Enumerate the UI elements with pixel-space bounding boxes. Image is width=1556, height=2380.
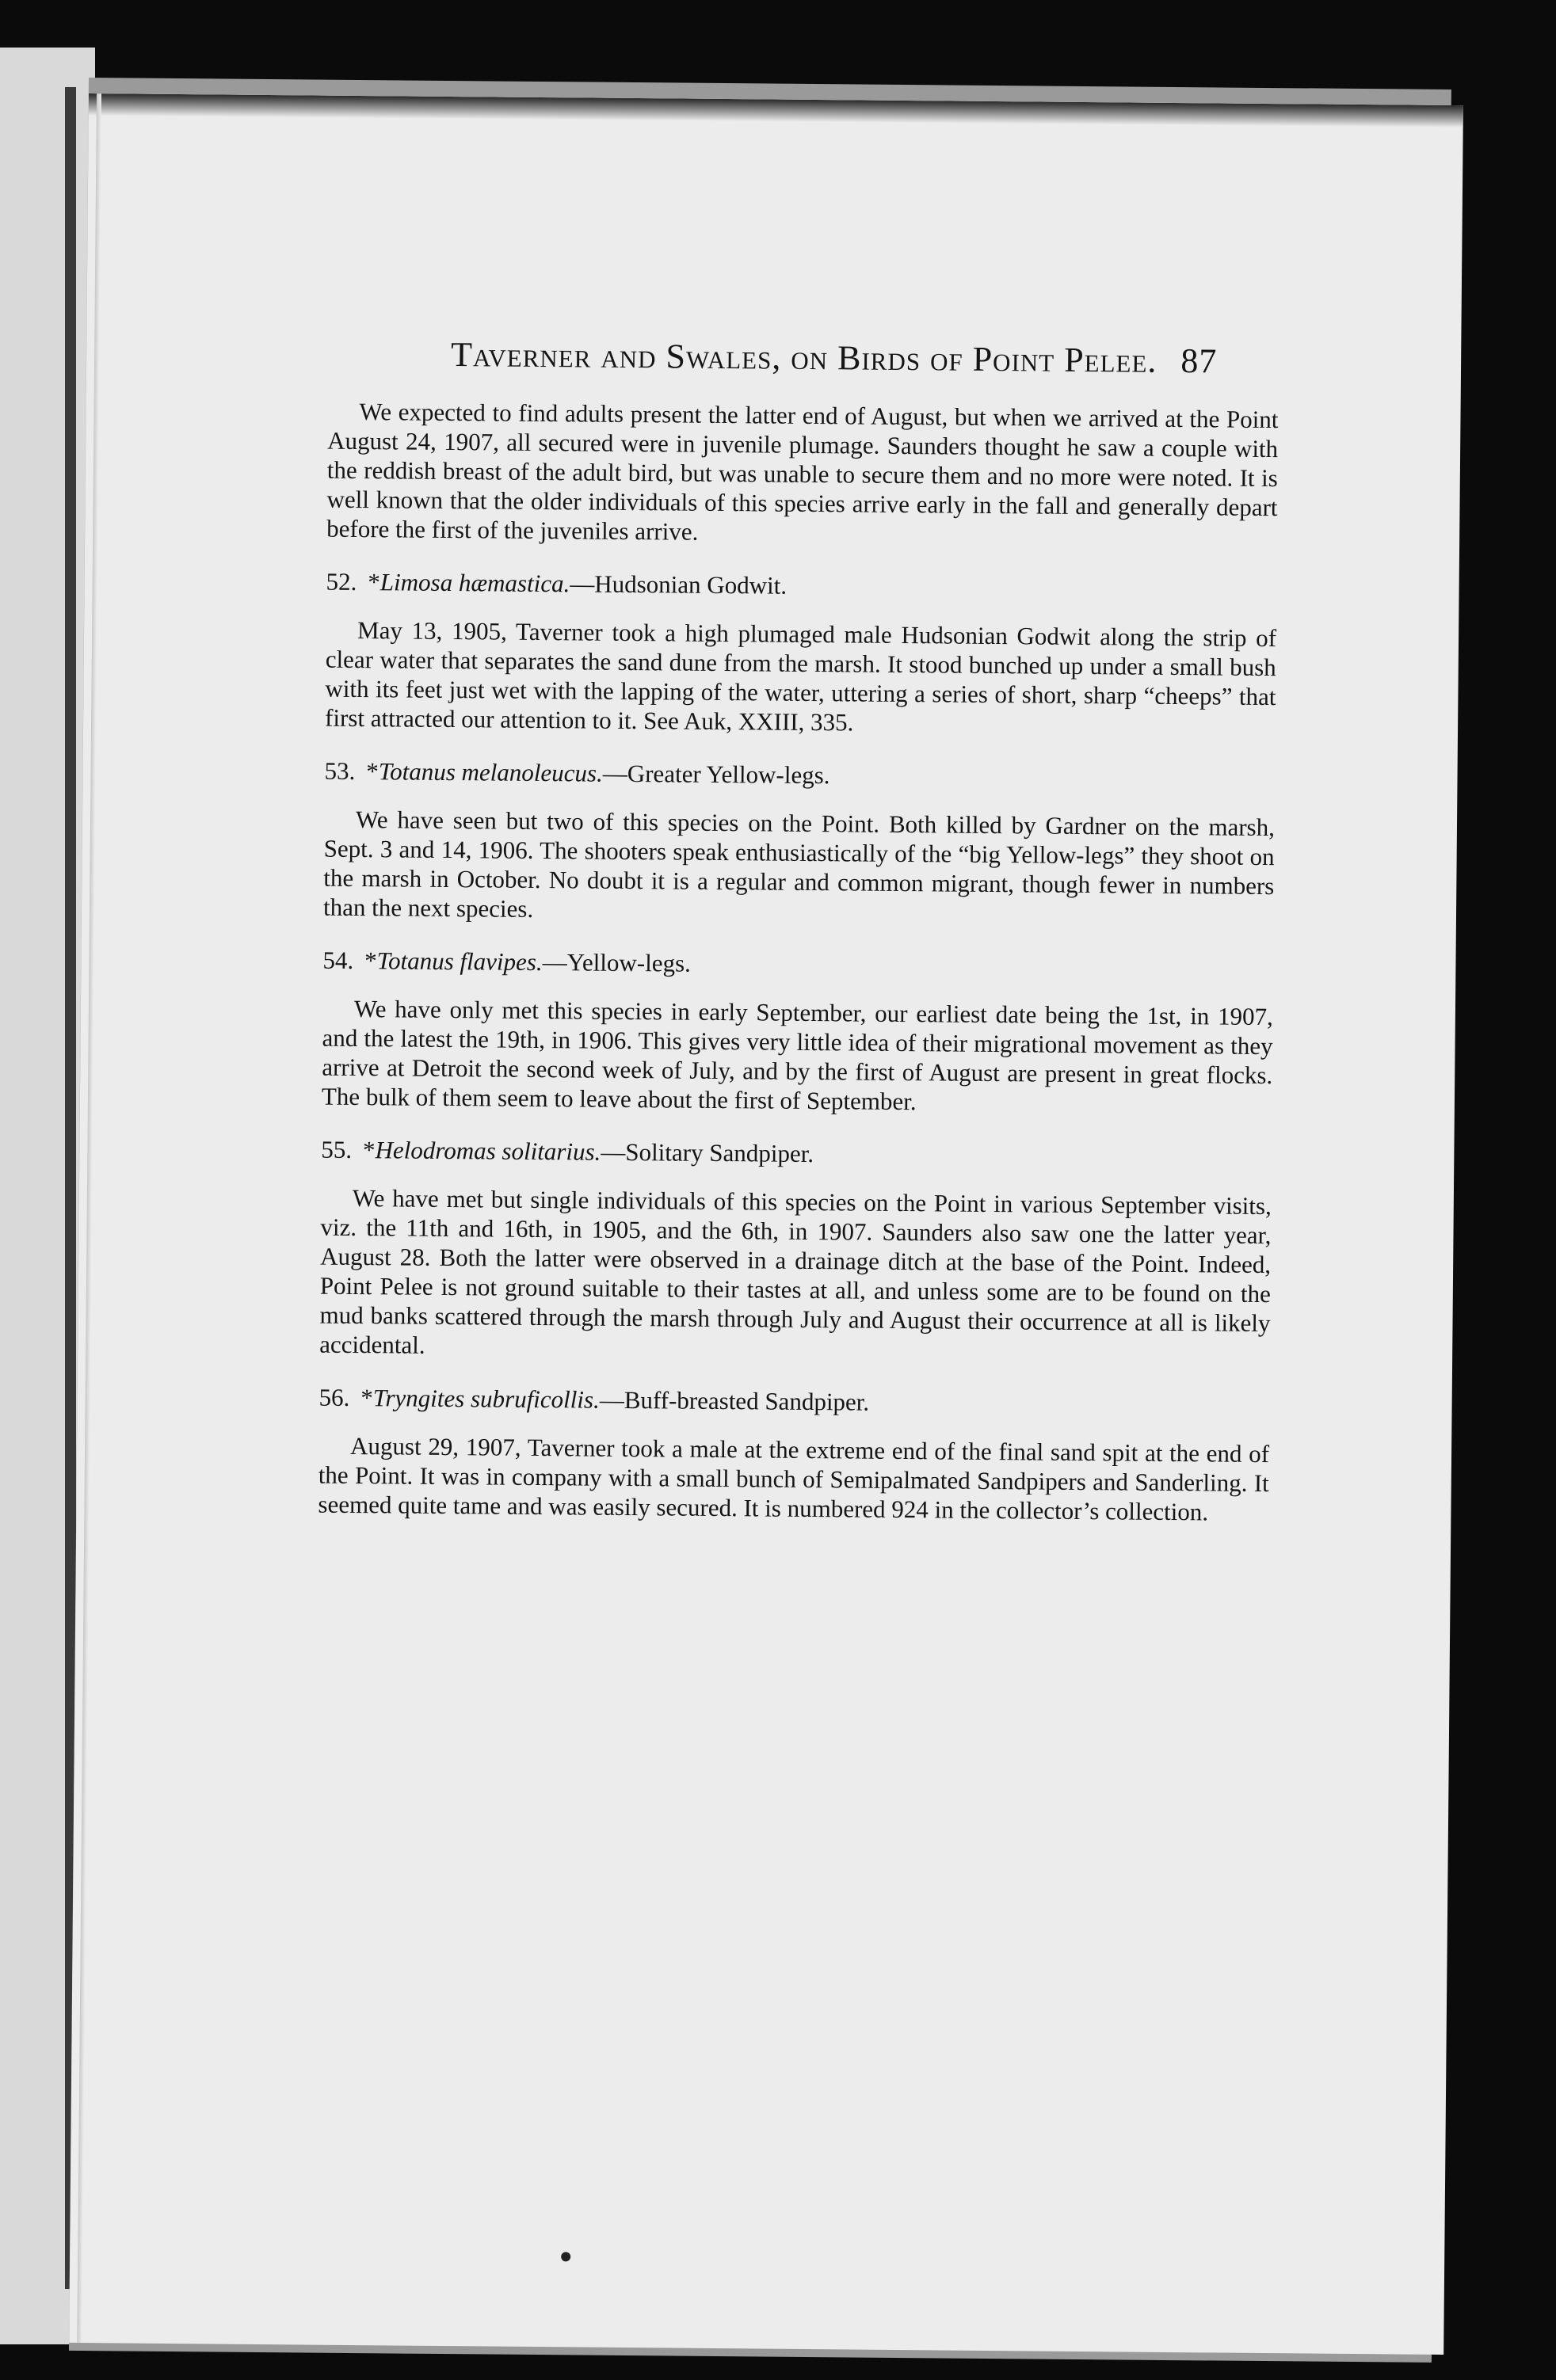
page-body (318, 397, 1279, 1551)
species-heading-55 (321, 1135, 1272, 1172)
species-star: * (368, 568, 381, 596)
species-number: 56. (318, 1383, 350, 1411)
species-text-52: May 13, 1905, Taverner took a high plumaged male Hudsonian Godwit along the strip of clear water that separates the sand dune from the marsh. It stood bunched up under a small bush with its feet just wet with the lapping of the water, uttering a series of short, sharp “cheeps” that first attracted our attention to it. See Auk, XXIII, 335. (324, 615, 1277, 737)
species-heading-53 (324, 756, 1275, 794)
common-name: —Yellow-legs. (542, 948, 692, 977)
species-heading-56 (318, 1383, 1269, 1420)
species-heading-54 (322, 946, 1273, 983)
running-head-title: Taverner and Swales, on Birds of Point Pelee. (450, 335, 1157, 380)
intro-paragraph: We expected to find adults present the latter end of August, but when we arrived at the Point August 24, 1907, all secured were in juvenile plumage. Saunders thought he saw a couple with the reddish breast of the adult bird, but was unable to secure them and no more were noted. It is well known that the older individuals of this species arrive early in the fall and generally depart before the first of the juveniles arrive. (326, 397, 1279, 546)
scientific-name: Limosa hæmastica. (379, 568, 570, 598)
scientific-name: Totanus flavipes. (376, 946, 543, 977)
ink-speck (561, 2252, 570, 2261)
species-star: * (364, 946, 377, 975)
species-text-56: August 29, 1907, Taverner took a male at the extreme end of the final sand spit at the end of the Point. It was in company with a small bunch of Semipalmated Sandpipers and Sanderling. It seemed quite tame and was easily secured. It is numbered 924 in the collector’s collection. (318, 1431, 1270, 1526)
common-name: —Greater Yellow-legs. (602, 759, 830, 790)
species-star: * (362, 1136, 376, 1164)
species-number: 53. (324, 756, 356, 785)
species-heading-52 (326, 567, 1276, 604)
species-text-55: We have met but single individuals of this species on the Point in various September visits, viz. the 11th and 16th, in 1905, and the 6th, in 1907. Saunders also saw one the latter year, August 28. Both the latter were observed in a drainage ditch at the base of the Point. Indeed, Point Pelee is not ground suitable to their tastes at all, and unless some are to be found on the mud banks scattered through the marsh through July and August their occurrence at all is likely accidental. (319, 1183, 1272, 1359)
common-name: —Solitary Sandpiper. (601, 1137, 814, 1168)
running-head (451, 334, 1362, 383)
scientific-name: Tryngites subruficollis. (372, 1384, 600, 1414)
page-number: 87 (1180, 341, 1218, 381)
species-number: 54. (322, 946, 354, 974)
common-name: —Buff-breasted Sandpiper. (599, 1385, 870, 1416)
species-number: 52. (326, 567, 357, 596)
book-page (69, 93, 1463, 2355)
species-star: * (360, 1384, 374, 1412)
species-text-54: We have only met this species in early September, our earliest date being the 1st, in 1907, and the latest the 19th, in 1906. This gives very little idea of their migrational movement as they arrive at Detroit the second week of July, and by the first of August are present in great flocks. The bulk of them seem to leave about the first of September. (321, 994, 1274, 1116)
scientific-name: Helodromas solitarius. (375, 1136, 601, 1166)
species-text-53: We have seen but two of this species on the Point. Both killed by Gardner on the marsh, Sept. 3 and 14, 1906. The shooters speak enthusiastically of the “big Yellow-legs” they shoot on the marsh in October. No doubt it is a regular and common migrant, though fewer in numbers than the next species. (322, 805, 1276, 923)
common-name: —Hudsonian Godwit. (570, 569, 788, 600)
species-star: * (366, 757, 379, 786)
scientific-name: Totanus melanoleucus. (378, 757, 603, 787)
species-number: 55. (321, 1135, 353, 1163)
